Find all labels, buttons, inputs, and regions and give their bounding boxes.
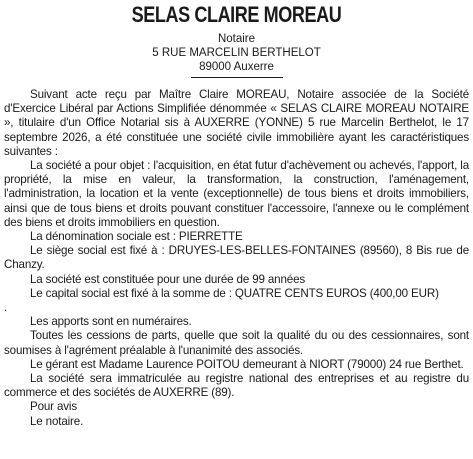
paragraph-registered-office: Le siège social est fixé à : DRUYES-LES-BELLES-FONTAINES (89560), 8 Bis rue de Chanzy. xyxy=(4,244,469,272)
paragraph-registration: La société sera immatriculée au registre national des entreprises et au registre du commerce et des sociétés de AUXERRE (89). xyxy=(4,372,469,400)
paragraph-transfers: Toutes les cessions de parts, quelle que soit la qualité du ou des cessionnaires, sont soumises à l'agrément préalable à l'unanimité des associés. xyxy=(4,329,469,357)
notary-header xyxy=(4,32,469,74)
notice-body xyxy=(4,88,469,429)
notary-address: 5 RUE MARCELIN BERTHELOT xyxy=(152,47,321,59)
paragraph-purpose: La société a pour objet : l'acquisition, en état futur d'achèvement ou achevés, l'apport, la propriété, la mise en valeur, la transformation, la construction, l'aménagement, l'administration, la location et la vente (exceptionnelle) de tous biens et droits immobiliers, ainsi que de tous biens et droits pouvant constituer l'accessoire, l'annexe ou le complément des biens et droits immobiliers en question. xyxy=(4,159,469,229)
paragraph-capital: Le capital social est fixé à la somme de : QUATRE CENTS EUROS (400,00 EUR) xyxy=(30,286,439,300)
paragraph-manager: Le gérant est Madame Laurence POITOU demeurant à NIORT (79000) 24 rue Berthet. xyxy=(30,357,464,371)
paragraph-name: La dénomination sociale est : PIERRETTE xyxy=(30,230,243,244)
closing-pour-avis: Pour avis xyxy=(30,400,77,414)
notary-city: 89000 Auxerre xyxy=(199,61,274,73)
paragraph-contributions: Les apports sont en numéraires. xyxy=(30,315,192,329)
paragraph-capital-tail: . xyxy=(4,301,8,315)
paragraph-duration: La société est constituée pour une durée de 99 années xyxy=(30,272,306,286)
notice-title: SELAS CLAIRE MOREAU xyxy=(131,2,342,27)
closing-signature: Le notaire. xyxy=(30,414,84,428)
notary-role: Notaire xyxy=(217,33,256,45)
paragraph-deed: Suivant acte reçu par Maître Claire MOREAU, Notaire associée de la Société d'Exercice Libéral par Actions Simplifiée dénommée « SELAS CLAIRE MOREAU NOTAIRE », titulaire d'un Office Notarial sis à AUXERRE (YONNE) 5 rue Marcelin Berthelot, le 17 septembre 2026, a été constituée une société civile immobilière ayant les caractéristiques suivantes : xyxy=(4,88,469,158)
header-divider xyxy=(191,77,283,78)
